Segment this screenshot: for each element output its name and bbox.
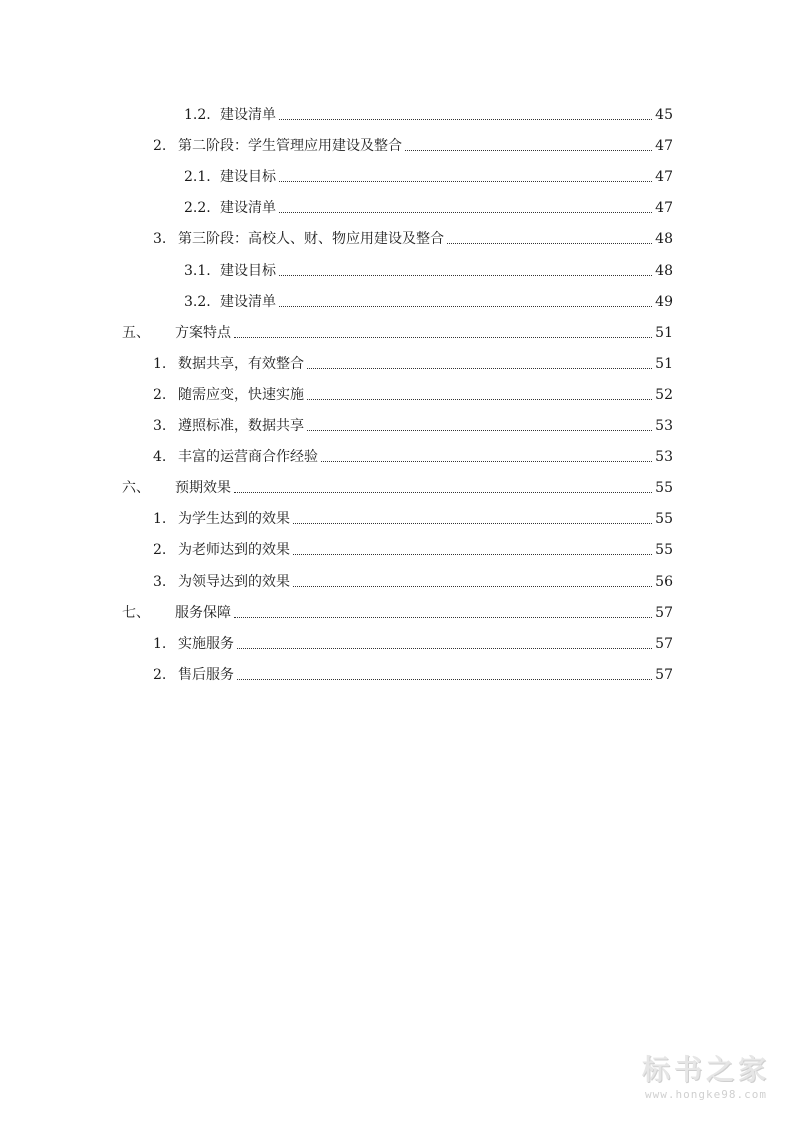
toc-entry-page: 48 <box>655 262 673 279</box>
toc-entry-title: 丰富的运营商合作经验 <box>178 449 318 466</box>
toc-dot-leader <box>293 585 652 587</box>
toc-entry[interactable] <box>153 349 673 373</box>
toc-entry-page: 55 <box>655 511 673 528</box>
toc-dot-leader <box>307 367 652 369</box>
toc-entry[interactable] <box>153 660 673 684</box>
toc-entry-title: 遵照标准，数据共享 <box>178 418 304 434</box>
watermark-brand: 标书之家 <box>641 1053 770 1086</box>
toc-dot-leader <box>279 118 652 120</box>
toc-entry-title: 建设清单 <box>220 293 276 310</box>
toc-entry-number: 3. <box>153 418 167 434</box>
toc-entry-title: 随需应变，快速实施 <box>178 386 304 403</box>
toc-entry-page: 52 <box>655 386 673 403</box>
toc-entry-title: 实施服务 <box>178 635 234 652</box>
toc-dot-leader <box>307 398 652 400</box>
toc-dot-leader <box>234 491 652 493</box>
toc-entry-page: 45 <box>655 107 673 123</box>
toc-entry-title: 建设目标 <box>220 169 276 186</box>
toc-entry-page: 55 <box>655 542 673 559</box>
toc-dot-leader <box>279 180 652 182</box>
toc-entry-number: 1. <box>153 635 167 652</box>
toc-entry[interactable] <box>153 442 673 466</box>
toc-entry-number: 五、 <box>122 324 150 341</box>
toc-entry-number: 2. <box>153 386 167 403</box>
toc-entry-title: 为老师达到的效果 <box>178 542 290 559</box>
toc-entry-page: 56 <box>655 573 673 590</box>
toc-entry-number: 2. <box>153 666 167 683</box>
toc-entry[interactable] <box>122 598 673 622</box>
toc-entry[interactable] <box>184 162 673 186</box>
toc-entry-number: 1. <box>153 355 167 372</box>
toc-entry-title: 建设清单 <box>220 107 276 123</box>
toc-entry-title: 数据共享，有效整合 <box>178 355 304 372</box>
toc-entry-title: 为领导达到的效果 <box>178 573 290 590</box>
toc-entry-page: 57 <box>655 604 673 621</box>
toc-entry-title: 为学生达到的效果 <box>178 511 290 528</box>
toc-dot-leader <box>234 616 652 618</box>
toc-entry-title: 建设清单 <box>220 200 276 217</box>
toc-dot-leader <box>293 553 652 555</box>
watermark-url: www.hongke98.com <box>645 1088 767 1101</box>
toc-entry-page: 49 <box>655 293 673 310</box>
toc-entry-number: 六、 <box>122 480 150 497</box>
toc-dot-leader <box>237 647 652 649</box>
toc-entry-title: 第三阶段：高校人、财、物应用建设及整合 <box>178 231 444 248</box>
toc-entry[interactable] <box>153 567 673 591</box>
toc-entry-number: 3. <box>153 231 167 248</box>
toc-entry[interactable] <box>153 535 673 559</box>
toc-entry-page: 47 <box>655 169 673 186</box>
toc-entry-title: 服务保障 <box>175 604 231 621</box>
toc-entry-page: 51 <box>655 324 673 341</box>
toc-entry-page: 53 <box>655 449 673 466</box>
toc-entry-number: 3.1. <box>184 262 211 279</box>
toc-entry-number: 1. <box>153 511 167 528</box>
toc-entry[interactable] <box>184 193 673 217</box>
toc-dot-leader <box>234 336 652 338</box>
toc-entry-page: 57 <box>655 666 673 683</box>
toc-entry-number: 2. <box>153 138 167 155</box>
toc-entry-page: 57 <box>655 635 673 652</box>
toc-entry-page: 51 <box>655 355 673 372</box>
toc-entry[interactable] <box>153 504 673 528</box>
toc-dot-leader <box>307 429 652 431</box>
toc-dot-leader <box>237 678 652 680</box>
toc-entry-title: 预期效果 <box>175 480 231 497</box>
toc-entry[interactable] <box>122 318 673 342</box>
toc-dot-leader <box>279 211 652 213</box>
toc-entry[interactable] <box>122 473 673 497</box>
toc-entry-number: 1.2. <box>184 107 211 123</box>
toc-entry[interactable] <box>153 380 673 404</box>
toc-entry[interactable] <box>153 629 673 653</box>
toc-entry-title: 方案特点 <box>175 324 231 341</box>
toc-entry-number: 4. <box>153 449 167 466</box>
toc-entry-number: 2.2. <box>184 200 211 217</box>
watermark-logo <box>631 1048 781 1108</box>
toc-dot-leader <box>279 274 652 276</box>
toc-entry[interactable] <box>153 224 673 248</box>
toc-entry-page: 53 <box>655 418 673 434</box>
toc-entry-page: 48 <box>655 231 673 248</box>
toc-entry[interactable] <box>184 287 673 311</box>
toc-entry[interactable] <box>153 131 673 155</box>
toc-dot-leader <box>279 305 652 307</box>
toc-entry[interactable] <box>184 100 673 124</box>
toc-dot-leader <box>321 460 652 462</box>
toc-entry-page: 47 <box>655 200 673 217</box>
toc-dot-leader <box>405 149 652 151</box>
toc-entry-page: 47 <box>655 138 673 155</box>
toc-dot-leader <box>447 242 652 244</box>
toc-entry-title: 建设目标 <box>220 262 276 279</box>
toc-entry-number: 2. <box>153 542 167 559</box>
toc-dot-leader <box>293 522 652 524</box>
toc-entry[interactable] <box>153 411 673 435</box>
toc-entry[interactable] <box>184 256 673 280</box>
toc-entry-page: 55 <box>655 480 673 497</box>
toc-entry-title: 第二阶段：学生管理应用建设及整合 <box>178 138 402 155</box>
toc-entry-number: 3.2. <box>184 293 211 310</box>
toc-entry-number: 2.1. <box>184 169 211 186</box>
toc-entry-number: 3. <box>153 573 167 590</box>
toc-entry-title: 售后服务 <box>178 666 234 683</box>
toc-entry-number: 七、 <box>122 604 150 621</box>
